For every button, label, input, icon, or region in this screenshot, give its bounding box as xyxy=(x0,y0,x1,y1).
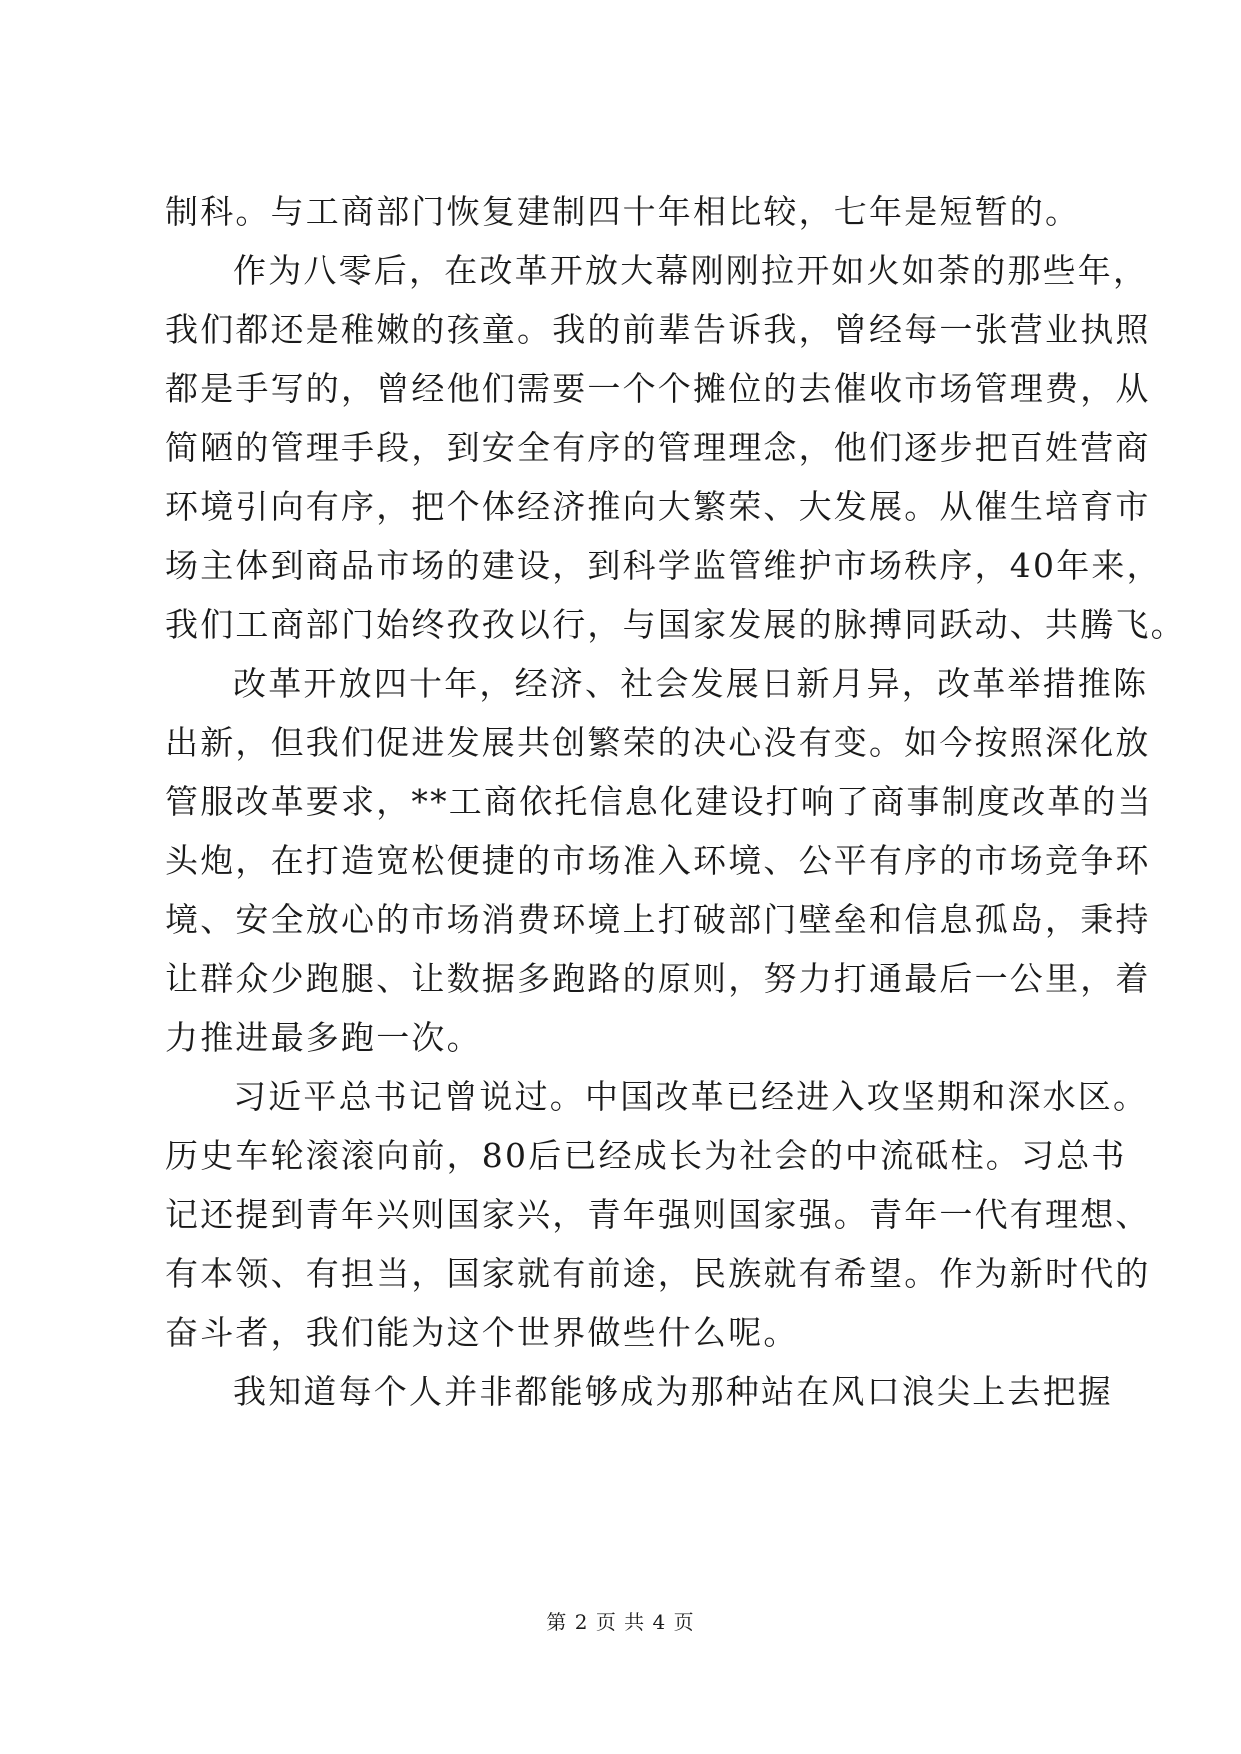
text-line: 力推进最多跑一次。 xyxy=(165,1018,482,1057)
text-line: 出新，但我们促进发展共创繁荣的决心没有变。如今按照深化放 xyxy=(165,723,1151,762)
text-line: 我们都还是稚嫩的孩童。我的前辈告诉我，曾经每一张营业执照 xyxy=(165,310,1151,349)
text-line: 都是手写的，曾经他们需要一个个摊位的去催收市场管理费，从 xyxy=(165,369,1151,408)
text-line: 历史车轮滚滚向前，80后已经成长为社会的中流砥柱。习总书 xyxy=(165,1136,1127,1175)
text-line: 管服改革要求，**工商依托信息化建设打响了商事制度改革的当 xyxy=(165,782,1153,821)
text-line: 有本领、有担当，国家就有前途，民族就有希望。作为新时代的 xyxy=(165,1254,1151,1293)
text-line: 环境引向有序，把个体经济推向大繁荣、大发展。从催生培育市 xyxy=(165,487,1151,526)
text-line: 奋斗者，我们能为这个世界做些什么呢。 xyxy=(165,1313,799,1352)
text-line: 习近平总书记曾说过。中国改革已经进入攻坚期和深水区。 xyxy=(233,1077,1149,1116)
page-footer: 第 2 页 共 4 页 xyxy=(546,1610,695,1634)
text-line: 境、安全放心的市场消费环境上打破部门壁垒和信息孤岛，秉持 xyxy=(165,900,1151,939)
text-line: 让群众少跑腿、让数据多跑路的原则，努力打通最后一公里，着 xyxy=(165,959,1151,998)
text-line: 记还提到青年兴则国家兴，青年强则国家强。青年一代有理想、 xyxy=(165,1195,1151,1234)
text-line: 作为八零后，在改革开放大幕刚刚拉开如火如荼的那些年， xyxy=(233,251,1149,290)
text-line: 简陋的管理手段，到安全有序的管理理念，他们逐步把百姓营商 xyxy=(165,428,1151,467)
text-line: 改革开放四十年，经济、社会发展日新月异，改革举措推陈 xyxy=(233,664,1149,703)
text-line: 我们工商部门始终孜孜以行，与国家发展的脉搏同跃动、共腾飞。 xyxy=(165,605,1186,644)
text-line: 制科。与工商部门恢复建制四十年相比较，七年是短暂的。 xyxy=(165,192,1081,231)
text-line: 头炮，在打造宽松便捷的市场准入环境、公平有序的市场竞争环 xyxy=(165,841,1151,880)
text-line: 场主体到商品市场的建设，到科学监管维护市场秩序，40年来， xyxy=(165,546,1162,585)
text-line: 我知道每个人并非都能够成为那种站在风口浪尖上去把握 xyxy=(233,1372,1113,1411)
